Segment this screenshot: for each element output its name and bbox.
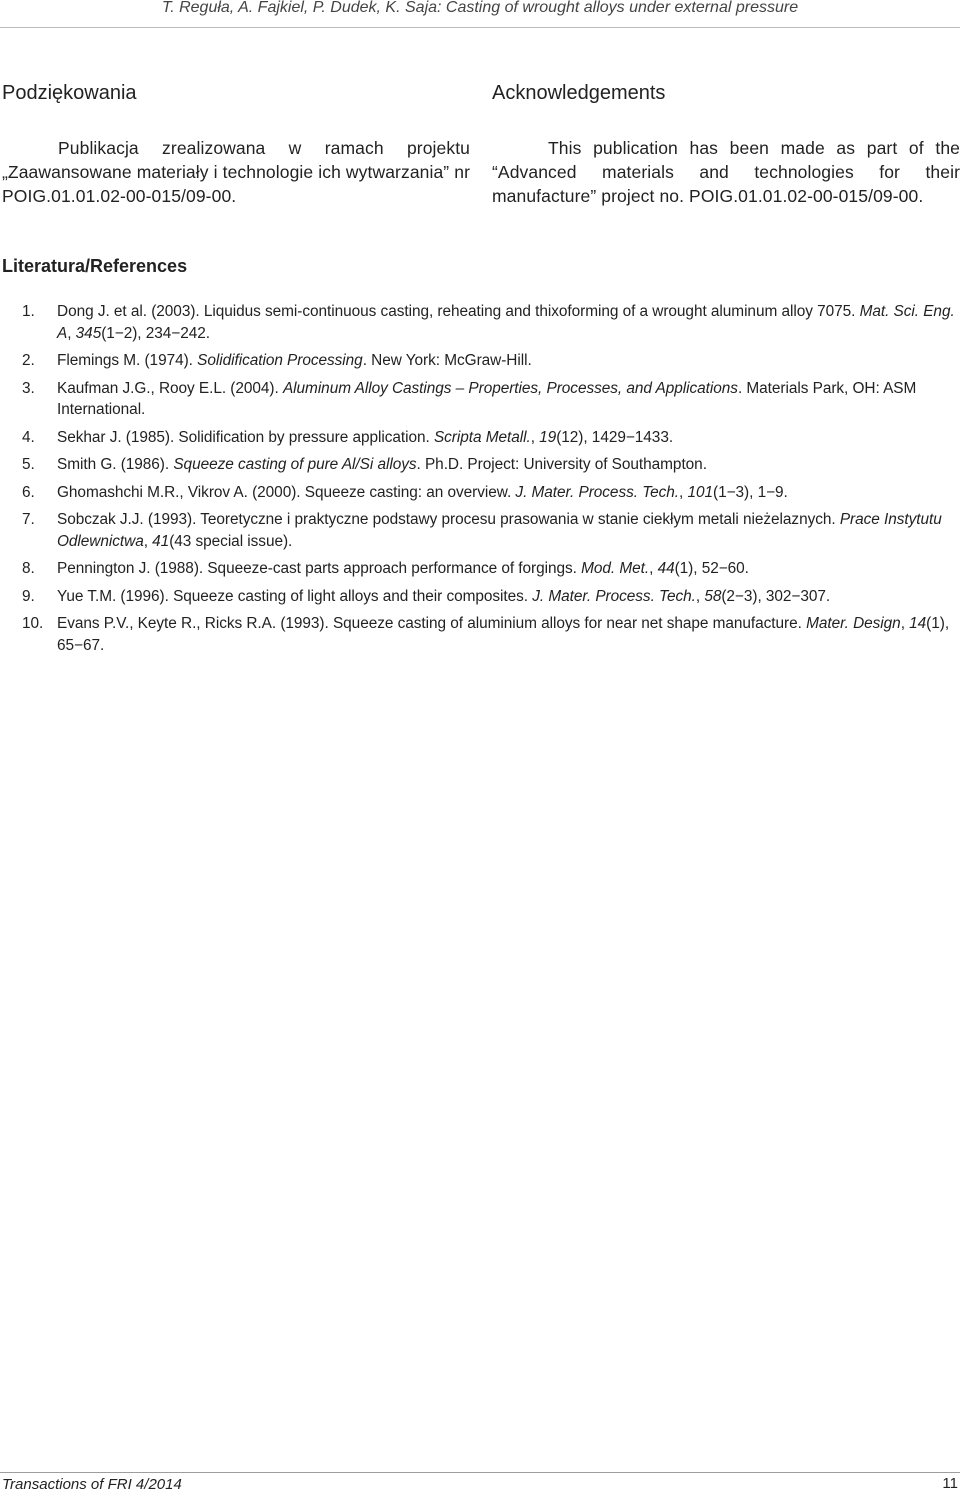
reference-italic-text: 19: [539, 428, 557, 446]
reference-item: [0, 350, 958, 372]
reference-text: (1−3), 1−9.: [713, 483, 788, 501]
reference-italic-text: 101: [687, 483, 714, 501]
reference-italic-text: Scripta Metall.: [433, 428, 531, 446]
reference-number: 10.: [22, 615, 44, 632]
header-divider: [0, 27, 960, 28]
reference-text: ,: [530, 428, 540, 446]
reference-number: 2.: [22, 352, 35, 369]
reference-text: ,: [900, 615, 910, 632]
reference-text: (12), 1429−1433.: [556, 428, 674, 446]
reference-text: . Ph.D. Project: University of Southampton.: [416, 456, 707, 473]
reference-italic-text: 41: [152, 532, 170, 550]
reference-number: 9.: [22, 587, 35, 605]
acknowledgements-polish-body: Publikacja zrealizowana w ramach projektu „Zaawansowane materiały i technologie ich wytwarzania” nr POIG.01.01.02-00-015/09-00.: [2, 138, 470, 206]
reference-text: ,: [649, 560, 658, 577]
reference-item: [0, 301, 958, 344]
reference-italic-text: Squeeze casting of pure Al/Si alloys: [173, 456, 417, 473]
reference-text: Pennington J. (1988). Squeeze-cast parts approach performance of forgings.: [57, 560, 582, 577]
reference-italic-text: Aluminum Alloy Castings – Properties, Processes, and Applications: [282, 379, 738, 397]
acknowledgements-polish-title: Podziękowania: [2, 82, 137, 104]
reference-text: Dong J. et al. (2003). Liquidus semi-continuous casting, reheating and thixoforming of a wrought aluminum alloy 7075.: [57, 303, 860, 320]
reference-number: 8.: [22, 560, 35, 577]
reference-item: [0, 427, 958, 449]
footer-divider: [0, 1472, 960, 1473]
reference-italic-text: Mat. Sci. Eng. A: [57, 303, 955, 342]
reference-italic-text: J. Mater. Process. Tech.: [532, 587, 696, 605]
reference-number: 6.: [22, 483, 35, 501]
reference-text: Ghomashchi M.R., Vikrov A. (2000). Squeeze casting: an overview.: [57, 483, 516, 501]
reference-italic-text: 58: [704, 587, 722, 605]
reference-number: 5.: [22, 456, 35, 473]
reference-item: [0, 454, 958, 476]
acknowledgements-english: [492, 80, 960, 208]
reference-number: 7.: [22, 511, 35, 528]
reference-text: Kaufman J.G., Rooy E.L. (2004).: [57, 379, 283, 397]
reference-number: 4.: [22, 428, 35, 446]
reference-item: [0, 509, 958, 552]
reference-text: Yue T.M. (1996). Squeeze casting of light alloys and their composites.: [57, 587, 533, 605]
reference-number: 1.: [22, 303, 35, 320]
reference-text: ,: [143, 532, 153, 550]
running-head: T. Reguła, A. Fajkiel, P. Dudek, K. Saja: Casting of wrought alloys under external pressure: [161, 0, 799, 16]
reference-text: . New York: McGraw-Hill.: [362, 352, 532, 369]
references-title: Literatura/References: [2, 256, 188, 276]
reference-italic-text: 14: [909, 615, 927, 632]
reference-item: [0, 378, 958, 421]
acknowledgements-english-title: Acknowledgements: [492, 82, 666, 104]
reference-text: . Materials Park, OH: ASM International.: [57, 379, 917, 418]
acknowledgements-english-body: This publication has been made as part of the “Advanced materials and technologies for their manufacture” project no. POIG.01.01.02-00-015/09-00.: [492, 138, 960, 206]
reference-item: [0, 558, 958, 580]
reference-list: [0, 301, 958, 662]
acknowledgements-polish: [2, 80, 470, 208]
reference-text: Sobczak J.J. (1993). Teoretyczne i praktyczne podstawy procesu prasowania w stanie ciekłym metali nieżelaznych.: [57, 511, 840, 528]
reference-text: (43 special issue).: [169, 532, 293, 550]
reference-item: [0, 613, 958, 656]
reference-text: (1−2), 234−242.: [101, 324, 210, 342]
reference-item: [0, 586, 958, 608]
reference-text: Flemings M. (1974).: [57, 352, 198, 369]
reference-italic-text: Solidification Processing: [197, 352, 363, 369]
reference-italic-text: 345: [75, 324, 102, 342]
reference-italic-text: J. Mater. Process. Tech.: [515, 483, 680, 501]
reference-text: Smith G. (1986).: [57, 456, 174, 473]
footer-journal: Transactions of FRI 4/2014: [2, 1476, 182, 1493]
reference-italic-text: Prace Instytutu Odlewnictwa: [57, 511, 942, 550]
reference-text: (2−3), 302−307.: [721, 587, 831, 605]
reference-text: Sekhar J. (1985). Solidification by pressure application.: [57, 428, 434, 446]
reference-number: 3.: [22, 379, 35, 397]
reference-text: ,: [679, 483, 688, 501]
reference-text: ,: [695, 587, 705, 605]
reference-text: Evans P.V., Keyte R., Ricks R.A. (1993). Squeeze casting of aluminium alloys for near net shape manufacture.: [57, 615, 807, 632]
page-number: 11: [942, 1475, 958, 1492]
reference-item: [0, 482, 958, 504]
reference-text: (1), 52−60.: [674, 560, 749, 577]
reference-text: ,: [67, 324, 76, 342]
reference-italic-text: 44: [657, 560, 675, 577]
reference-italic-text: Mater. Design: [806, 615, 901, 632]
reference-italic-text: Mod. Met.: [581, 560, 650, 577]
reference-text: (1), 65−67.: [57, 615, 950, 654]
